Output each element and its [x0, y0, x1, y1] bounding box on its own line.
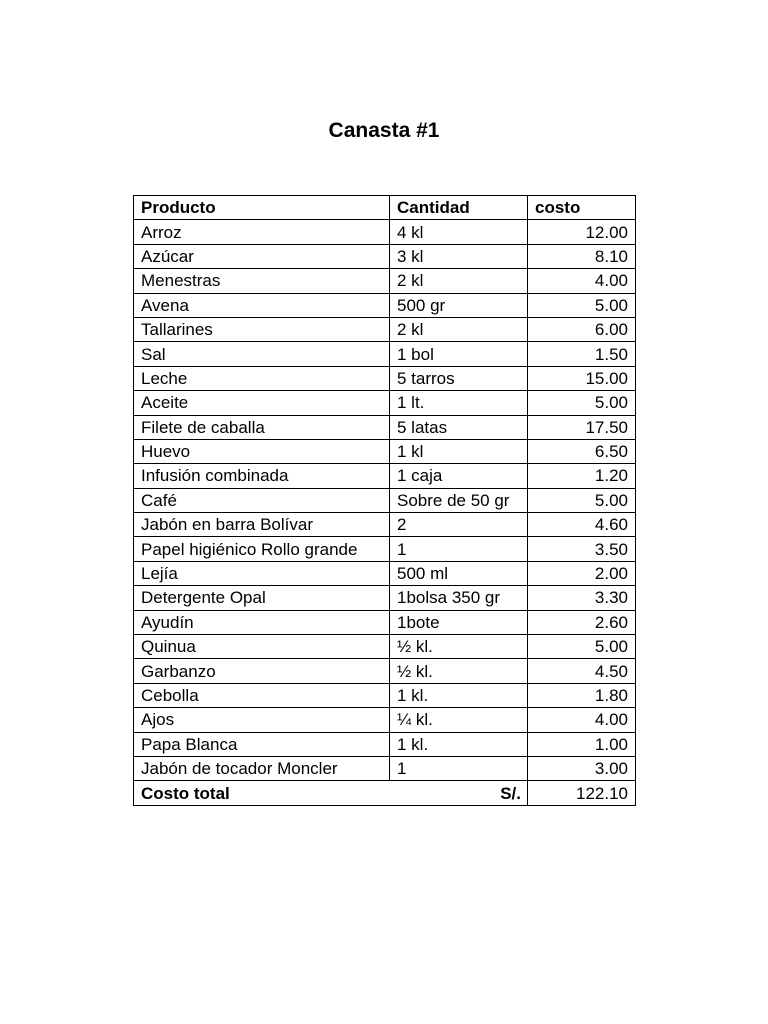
- cell-product: Jabón en barra Bolívar: [134, 513, 390, 537]
- cell-product: Cebolla: [134, 683, 390, 707]
- cell-quantity: 1 kl.: [390, 732, 528, 756]
- cell-quantity: 3 kl: [390, 244, 528, 268]
- table-row: [134, 342, 636, 366]
- cell-cost: 4.00: [528, 269, 636, 293]
- cell-cost: 3.30: [528, 586, 636, 610]
- cell-product: Ajos: [134, 708, 390, 732]
- cell-cost: 3.50: [528, 537, 636, 561]
- table-row: [134, 439, 636, 463]
- cell-product: Papel higiénico Rollo grande: [134, 537, 390, 561]
- cell-quantity: 1 kl: [390, 439, 528, 463]
- table-row: [134, 683, 636, 707]
- table-body: [134, 220, 636, 781]
- cell-product: Leche: [134, 366, 390, 390]
- page-title: Canasta #1: [328, 119, 440, 142]
- header-quantity: Cantidad: [390, 196, 528, 220]
- cell-product: Quinua: [134, 635, 390, 659]
- table-header-row: [134, 196, 636, 220]
- cell-product: Azúcar: [134, 244, 390, 268]
- cell-quantity: 2: [390, 513, 528, 537]
- table-row: [134, 635, 636, 659]
- cell-quantity: 2 kl: [390, 317, 528, 341]
- total-currency: S/.: [390, 781, 528, 805]
- cell-product: Aceite: [134, 391, 390, 415]
- cell-quantity: 2 kl: [390, 269, 528, 293]
- cell-product: Detergente Opal: [134, 586, 390, 610]
- cell-product: Huevo: [134, 439, 390, 463]
- table-row: [134, 366, 636, 390]
- cell-quantity: 1 caja: [390, 464, 528, 488]
- cell-quantity: Sobre de 50 gr: [390, 488, 528, 512]
- cell-product: Ayudín: [134, 610, 390, 634]
- cell-cost: 1.00: [528, 732, 636, 756]
- cell-cost: 5.00: [528, 391, 636, 415]
- total-value: 122.10: [528, 781, 636, 805]
- table-row: [134, 756, 636, 780]
- table-row: [134, 488, 636, 512]
- cell-quantity: 4 kl: [390, 220, 528, 244]
- table-row: [134, 610, 636, 634]
- cell-cost: 1.50: [528, 342, 636, 366]
- cell-product: Papa Blanca: [134, 732, 390, 756]
- cell-product: Menestras: [134, 269, 390, 293]
- cell-product: Café: [134, 488, 390, 512]
- cell-cost: 5.00: [528, 293, 636, 317]
- cell-cost: 3.00: [528, 756, 636, 780]
- table-row: [134, 391, 636, 415]
- cell-quantity: 1 lt.: [390, 391, 528, 415]
- table-row: [134, 659, 636, 683]
- cell-cost: 4.50: [528, 659, 636, 683]
- total-row: [134, 781, 636, 805]
- cell-cost: 1.20: [528, 464, 636, 488]
- cell-quantity: 1bote: [390, 610, 528, 634]
- header-cost: costo: [528, 196, 636, 220]
- cell-quantity: 1: [390, 537, 528, 561]
- cell-cost: 1.80: [528, 683, 636, 707]
- table-row: [134, 317, 636, 341]
- cell-quantity: 5 latas: [390, 415, 528, 439]
- basket-table: [133, 195, 636, 806]
- cell-cost: 4.00: [528, 708, 636, 732]
- cell-cost: 17.50: [528, 415, 636, 439]
- total-label: Costo total: [134, 781, 390, 805]
- cell-cost: 4.60: [528, 513, 636, 537]
- cell-product: Avena: [134, 293, 390, 317]
- cell-product: Lejía: [134, 561, 390, 585]
- cell-product: Infusión combinada: [134, 464, 390, 488]
- cell-product: Arroz: [134, 220, 390, 244]
- cell-cost: 2.00: [528, 561, 636, 585]
- cell-product: Garbanzo: [134, 659, 390, 683]
- cell-quantity: ½ kl.: [390, 635, 528, 659]
- cell-quantity: 5 tarros: [390, 366, 528, 390]
- cell-quantity: 1 kl.: [390, 683, 528, 707]
- table-row: [134, 293, 636, 317]
- table-row: [134, 269, 636, 293]
- table-row: [134, 220, 636, 244]
- cell-cost: 8.10: [528, 244, 636, 268]
- cell-quantity: ½ kl.: [390, 659, 528, 683]
- table-row: [134, 244, 636, 268]
- cell-quantity: 500 ml: [390, 561, 528, 585]
- cell-cost: 5.00: [528, 635, 636, 659]
- table-row: [134, 586, 636, 610]
- cell-quantity: 1: [390, 756, 528, 780]
- table-row: [134, 732, 636, 756]
- cell-quantity: ¼ kl.: [390, 708, 528, 732]
- table-row: [134, 464, 636, 488]
- cell-product: Sal: [134, 342, 390, 366]
- cell-cost: 2.60: [528, 610, 636, 634]
- cell-cost: 6.00: [528, 317, 636, 341]
- table-row: [134, 537, 636, 561]
- cell-product: Filete de caballa: [134, 415, 390, 439]
- table-row: [134, 561, 636, 585]
- cell-cost: 15.00: [528, 366, 636, 390]
- cell-quantity: 1 bol: [390, 342, 528, 366]
- table-row: [134, 415, 636, 439]
- table-row: [134, 513, 636, 537]
- cell-quantity: 1bolsa 350 gr: [390, 586, 528, 610]
- cell-product: Tallarines: [134, 317, 390, 341]
- table-row: [134, 708, 636, 732]
- cell-cost: 5.00: [528, 488, 636, 512]
- cell-quantity: 500 gr: [390, 293, 528, 317]
- cell-product: Jabón de tocador Moncler: [134, 756, 390, 780]
- cell-cost: 12.00: [528, 220, 636, 244]
- cell-cost: 6.50: [528, 439, 636, 463]
- header-product: Producto: [134, 196, 390, 220]
